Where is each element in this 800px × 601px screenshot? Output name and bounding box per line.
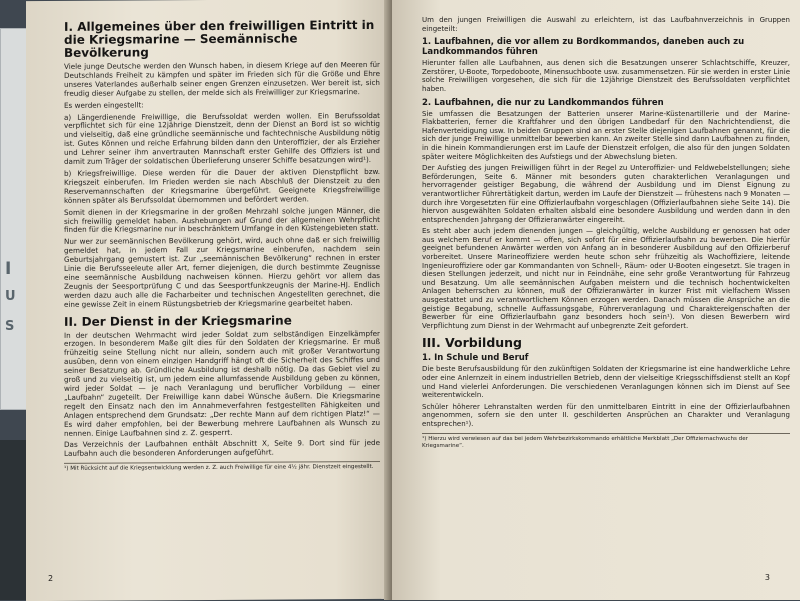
paragraph-6: Schüler höherer Lehranstalten werden für den unmittelbaren Eintritt in eine der Offizierlaufbahnen angenommen, sofern sie den unter II. geschilderten Ansprüchen an Charakter und Veranlagung entsprechen¹). [422, 402, 790, 428]
subheading-1: 1. Laufbahnen, die vor allem zu Bordkommandos, daneben auch zu Landkommandos führen [422, 37, 745, 58]
paragraph-eingestellt: Es werden eingestellt: [64, 100, 144, 110]
subheading-3-1: 1. In Schule und Beruf [422, 353, 529, 364]
paragraph-4: Es steht aber auch jedem dienenden jungen — gleichgültig, welche Ausbildung er genossen hat oder aus welchem Beruf er kommt — offen, sich sofort für eine Offizierlaufbahn zu bewerben. Die hierfür geeignet befundenen Anwärter werden von Anfang an in besonderer Ausbildung auf den Offizierberuf vorbereitet. Unsere Marineoffiziere werden heute schon sehr frühzeitig als Wachoffiziere, leitende Ingenieuroffiziere oder gar Kommandanten von Schnell-, Räum- oder U-Booten eingesetzt. Sie tragen in diesen Stellungen jederzeit, und nicht nur in Feindnähe, eine sehr große Verantwortung für Fahrzeug und Besatzung. Um alle seemännischen Aufgaben meistern und die technisch hochentwickelten Anlagen beherrschen zu können, muß der Offizieranwärter in kurzer Frist mit vielfachem Wissen ausgestattet und zu verantwortlichem Können erzogen werden. Danach müssen die Ansprüche an die geistige Begabung, schnelle Auffassungsgabe, Führerveranlagung und Charaktereigenschaften der Bewerber für eine Offizierlaufbahn ganz besonders hoch sein¹). Von diesen Bewerbern wird Verpflichtung zum Dienst in der Wehrmacht auf unbegrenzte Zeit gefordert. [422, 227, 790, 330]
footnote: ¹) Hierzu wird verwiesen auf das bei jedem Wehrbezirkskommando erhältliche Merkblatt „Der Offiziernachwuchs der Kriegsmarine“. [422, 433, 790, 450]
paragraph-b: b) Kriegsfreiwillige. Diese werden für die Dauer der aktiven Dienstpflicht bzw. Kriegszeit einberufen. Im Frieden werden sie nach Abschluß der Dienstzeit zu den Reservemannschaften der Kriegsmarine übergeführt. Geeignete Kriegsfreiwillige können später als Berufssoldat übernommen und befördert werden. [64, 166, 380, 205]
paragraph-2: Sie umfassen die Besatzungen der Batterien unserer Marine-Küstenartillerie und der Marine-Flakbatterien, ferner die Kraftfahrer und den übrigen Landbedarf für den Nachrichtendienst, die Hafenverteidigung usw. In beiden Gruppen sind an erster Stelle diejenigen Laufbahnen genannt, für die sich der junge Freiwillige unmittelbar bewerben kann. An zweiter Stelle sind dann Laufbahnen zu finden, in die hinein Kommandierungen erst im Laufe der Dienstzeit erfolgen, die also für den jungen Soldaten später weitere Möglichkeiten des Aufstiegs und der Abwechslung bieten. [422, 109, 790, 161]
background-letter: S [5, 319, 15, 334]
right-page [392, 0, 800, 600]
paragraph-somit: Somit dienen in der Kriegsmarine in der großen Mehrzahl solche jungen Männer, die sich freiwillig gemeldet haben. Aushebungen auf Grund der allgemeinen Wehrpflicht finden für die Kriegsmarine nur in beschränktem Umfange in den Küstengebieten statt. [64, 205, 380, 235]
section-heading-1: I. Allgemeines über den freiwilligen Eintritt in die Kriegsmarine — Seemännische Bevölkerung [64, 17, 375, 60]
section-heading-3: III. Vorbildung [422, 335, 523, 351]
left-page [26, 0, 390, 601]
paragraph-5: Die beste Berufsausbildung für den zukünftigen Soldaten der Kriegsmarine ist eine handwerkliche Lehre oder eine Anlernzeit in einem industriellen Betrieb, denn der vielseitige Kriegsschiffsdienst stellt an Kopf und Hand vielerlei Anforderungen. Die verschiedenen Veranlagungen können sich im Dienst auf See weiterentwickeln. [422, 365, 790, 400]
paragraph-dienst1: In der deutschen Wehrmacht wird jeder Soldat zum selbständigen Einzelkämpfer erzogen. In besonderem Maße gilt dies für den Soldaten der Kriegsmarine. Er muß frühzeitig seine Stellung nicht nur allein, sondern auch mit großer Verantwortung ausüben, denn von einem einzigen Handgriff hängt oft die Sicherheit des Schiffes und seiner Besatzung ab. Gründliche Ausbildung ist deshalb nötig. Da das Gebiet viel zu groß und zu vielseitig ist, um jedem eine allumfassende Ausbildung geben zu können, wird jeder Soldat — je nach Veranlagung und beruflicher Vorbildung — einer „Laufbahn“ zugeteilt. Der Freiwillige kann dabei Wünsche äußern. Die Kriegsmarine regelt den Einsatz nach den im Annahmeverfahren festgestellten Fähigkeiten und Anlagen entsprechend dem Grundsatz: „Der rechte Mann auf dem richtigen Platz!“ — Es wird daher empfohlen, bei der Bewerbung mehrere Laufbahnen als Wunsch zu nennen. Einige Laufbahnen sind z. Z. gesperrt. [64, 328, 380, 438]
footnote: ¹) Mit Rücksicht auf die Kriegsentwicklung werden z. Z. auch Freiwillige für eine 4½ jähr. Dienstzeit eingestellt. [64, 461, 380, 473]
subheading-2: 2. Laufbahnen, die nur zu Landkommandos führen [422, 97, 664, 108]
paragraph-3: Der Aufstieg des jungen Freiwilligen führt in der Regel zu Unteroffizier- und Feldwebelstellungen; siehe Beförderungen, Seite 6. Männer mit besonders guten charakterlichen Veranlagungen und hervorragender geistiger Begabung, die während der Ausbildung und im Dienst Eignung zu verantwortlicher Führertätigkeit dartun, werden im Laufe der Dienstzeit — frühestens nach 9 Monaten — durch ihre Vorgesetzten für eine Offizierlaufbahn vorgeschlagen (Offizierlaufbahnen siehe Seite 14). Die hiervon ausgewählten Soldaten erhalten alsbald eine besondere Ausbildung und werden dann in den entsprechenden Jahrgang der Offizieranwärter eingereiht. [422, 164, 790, 224]
page-number: 3 [764, 573, 770, 582]
paragraph-intro: Um den jungen Freiwilligen die Auswahl zu erleichtern, ist das Laufbahnverzeichnis in Gruppen eingeteilt: [422, 16, 790, 33]
background-letter: U [5, 289, 16, 304]
background-letter: I [5, 259, 12, 279]
section-heading-2: II. Der Dienst in der Kriegsmarine [64, 313, 292, 329]
paragraph-a: a) Längerdienende Freiwillige, die Berufssoldat werden wollen. Ein Berufssoldat verpflichtet sich für eine 12jährige Dienstzeit, denn der Dienst an Bord ist so wichtig und vielseitig, daß eine gründliche seemännische und fachtechnische Ausbildung nötig ist. Gutes Können und reiche Erfahrung bilden dann den Unteroffizier, der als Erzieher und Lehrer seiner ihm anvertrauten Mannschaft erster Gehilfe des Offiziers ist und damit zum Träger der soldatischen Überlieferung unserer Schiffe besatzungen wird¹). [64, 110, 380, 166]
paragraph-1: Hierunter fallen alle Laufbahnen, aus denen sich die Besatzungen unserer Schlachtschiffe, Kreuzer, Zerstörer, U-Boote, Torpedoboote, Minensuchboote usw. zusammensetzen. Für sie werden in erster Linie solche Freiwilligen vorgesehen, die sich für die 12jährige Dienstzeit des Berufssoldaten verpflichtet haben. [422, 59, 790, 93]
paragraph-nur: Nur wer zur seemännischen Bevölkerung gehört, wird, auch ohne daß er sich freiwillig gemeldet hat, in jedem Fall zur Kriegsmarine einberufen, nachdem sein Geburtsjahrgang gemustert ist. Zur „seemännischen Bevölkerung“ rechnen in erster Linie die Berufsseeleute aller Art, ferner diejenigen, die durch bestimmte Zeugnisse eine seemännische Ausbildung nachweisen können. Hierzu gehört vor allem das Zeugnis der Seesportprüfung C und das Seesportfunkzeugnis der Marine-HJ. Endlich werden dazu auch alle die Facharbeiter und technischen Angestellten gerechnet, die eine gewisse Zeit in einem Rüstungsbetrieb der Kriegsmarine gearbeitet haben. [64, 235, 380, 309]
paragraph-dienst2: Das Verzeichnis der Laufbahnen enthält Abschnitt X, Seite 9. Dort sind für jede Laufbahn auch die besonderen Anforderungen aufgeführt. [64, 438, 380, 459]
paragraph-intro: Viele junge Deutsche werden den Wunsch haben, in diesem Kriege auf den Meeren für Deutschlands Freiheit zu kämpfen und später im Frieden sich für die Größe und Ehre unseres Vaterlandes außerhalb seiner engen Grenzen einzusetzen. Wer bereit ist, sich freudig dieser Aufgabe zu stellen, der melde sich als Freiwilliger zur Kriegsmarine. [64, 59, 380, 98]
page-number: 2 [48, 573, 54, 583]
